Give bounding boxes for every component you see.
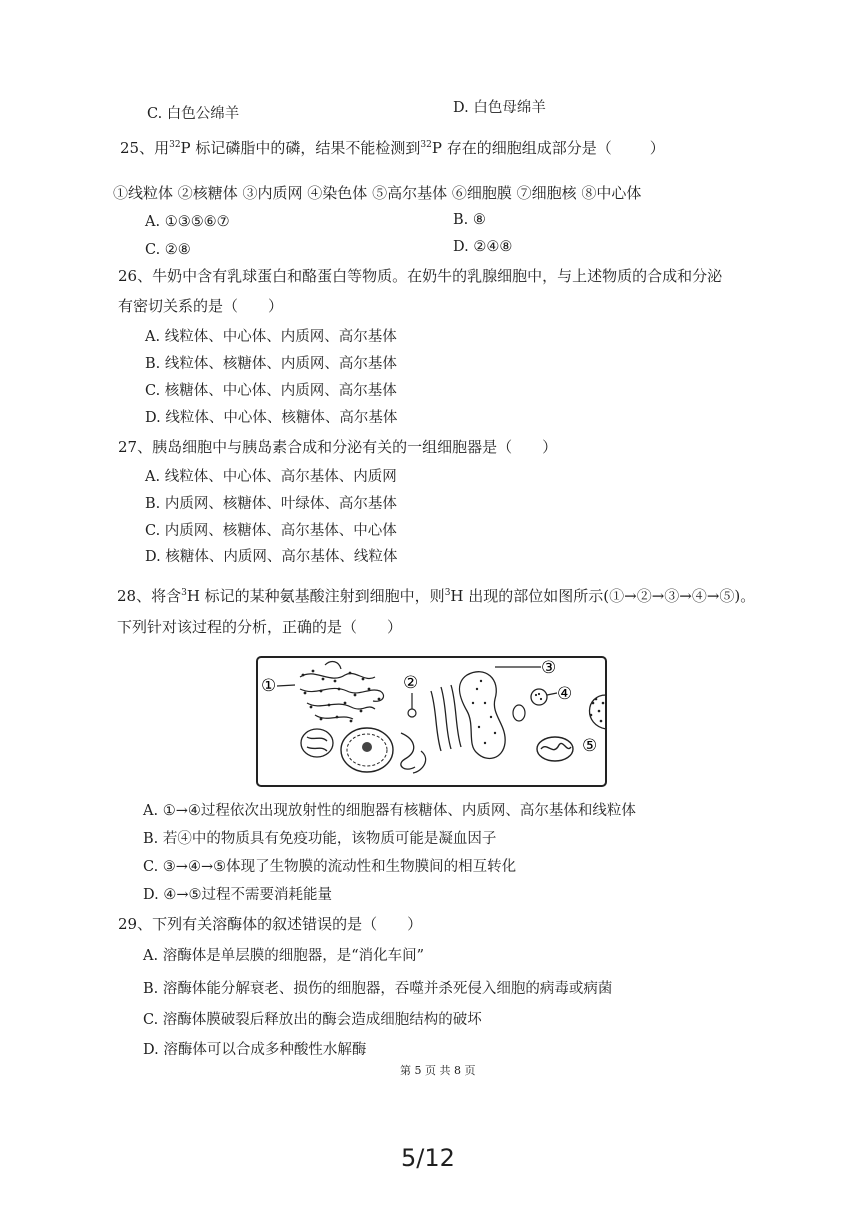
secretory-vesicle-large xyxy=(459,672,505,759)
exocytosis-site xyxy=(589,695,606,729)
q24-option-d: D. 白色母绵羊 xyxy=(453,100,546,116)
q29-option-a: A. 溶酶体是单层膜的细胞器，是“消化车间” xyxy=(143,948,425,964)
q26-option-c: C. 核糖体、中心体、内质网、高尔基体 xyxy=(145,383,397,399)
leader-line-1 xyxy=(277,685,295,686)
diagram-label-1: ① xyxy=(261,676,277,696)
small-vesicle xyxy=(513,705,525,721)
q26-option-a: A. 线粒体、中心体、内质网、高尔基体 xyxy=(145,329,397,345)
q26-option-d: D. 线粒体、中心体、核糖体、高尔基体 xyxy=(145,410,398,426)
q27-option-a: A. 线粒体、中心体、高尔基体、内质网 xyxy=(145,469,397,485)
golgi-apparatus xyxy=(401,685,461,773)
er-vesicle xyxy=(408,709,416,717)
q28-option-a: A. ①→④过程依次出现放射性的细胞器有核糖体、内质网、高尔基体和线粒体 xyxy=(143,803,636,819)
q25-option-a: A. ①③⑤⑥⑦ xyxy=(145,214,230,230)
q29-option-c: C. 溶酶体膜破裂后释放出的酶会造成细胞结构的破坏 xyxy=(143,1012,482,1028)
diagram-label-2: ② xyxy=(403,673,419,693)
q25-option-c: C. ②⑧ xyxy=(145,242,191,258)
q26-option-b: B. 线粒体、核糖体、内质网、高尔基体 xyxy=(145,356,397,372)
q28-option-b: B. 若④中的物质具有免疫功能，该物质可能是凝血因子 xyxy=(143,831,497,847)
q25-option-b: B. ⑧ xyxy=(453,212,486,228)
q29-stem: 29、下列有关溶酶体的叙述错误的是（ ） xyxy=(118,915,423,933)
q26-stem-line1: 26、牛奶中含有乳球蛋白和酪蛋白等物质。在奶牛的乳腺细胞中，与上述物质的合成和分泌 xyxy=(118,267,723,285)
q29-option-d: D. 溶酶体可以合成多种酸性水解酶 xyxy=(143,1042,367,1058)
mitochondrion-right xyxy=(537,737,573,761)
cell-secretion-diagram xyxy=(255,655,608,788)
q25-stem: 25、用$^{32}$P 标记磷脂中的磷，结果不能检测到$^{32}$P 存在的细胞组成部分是（ ） xyxy=(120,139,665,157)
q25-items: ①线粒体 ②核糖体 ③内质网 ④染色体 ⑤高尔基体 ⑥细胞膜 ⑦细胞核 ⑧中心体 xyxy=(113,184,642,202)
mitochondrion-left xyxy=(301,729,333,757)
page-indicator: 5/12 xyxy=(401,1144,455,1172)
q28-option-d: D. ④→⑤过程不需要消耗能量 xyxy=(143,887,332,903)
leader-line-4 xyxy=(547,693,557,695)
q24-option-c: C. 白色公绵羊 xyxy=(147,106,240,122)
q27-option-d: D. 核糖体、内质网、高尔基体、线粒体 xyxy=(145,549,398,565)
q27-stem: 27、胰岛细胞中与胰岛素合成和分泌有关的一组细胞器是（ ） xyxy=(118,438,558,456)
q29-option-b: B. 溶酶体能分解衰老、损伤的细胞器，吞噬并杀死侵入细胞的病毒或病菌 xyxy=(143,981,613,997)
diagram-label-4: ④ xyxy=(557,684,573,704)
vesicle-dots xyxy=(472,680,496,744)
diagram-label-5: ⑤ xyxy=(582,736,598,756)
q26-stem-line2: 有密切关系的是（ ） xyxy=(118,297,284,315)
q27-option-b: B. 内质网、核糖体、叶绿体、高尔基体 xyxy=(145,496,397,512)
diagram-label-3: ③ xyxy=(541,658,557,678)
secretory-vesicle-4 xyxy=(531,689,547,705)
q28-stem-line1: 28、将含$^3$H 标记的某种氨基酸注射到细胞中，则$^3$H 出现的部位如图所示(①→②→③→④→⑤)。 xyxy=(117,587,756,605)
q28-stem-line2: 下列针对该过程的分析，正确的是（ ） xyxy=(117,618,403,636)
q25-option-d: D. ②④⑧ xyxy=(453,239,513,255)
page-footer: 第 5 页 共 8 页 xyxy=(400,1064,476,1077)
q27-option-c: C. 内质网、核糖体、高尔基体、中心体 xyxy=(145,523,397,539)
q28-option-c: C. ③→④→⑤体现了生物膜的流动性和生物膜间的相互转化 xyxy=(143,859,517,875)
nucleus xyxy=(341,728,393,772)
